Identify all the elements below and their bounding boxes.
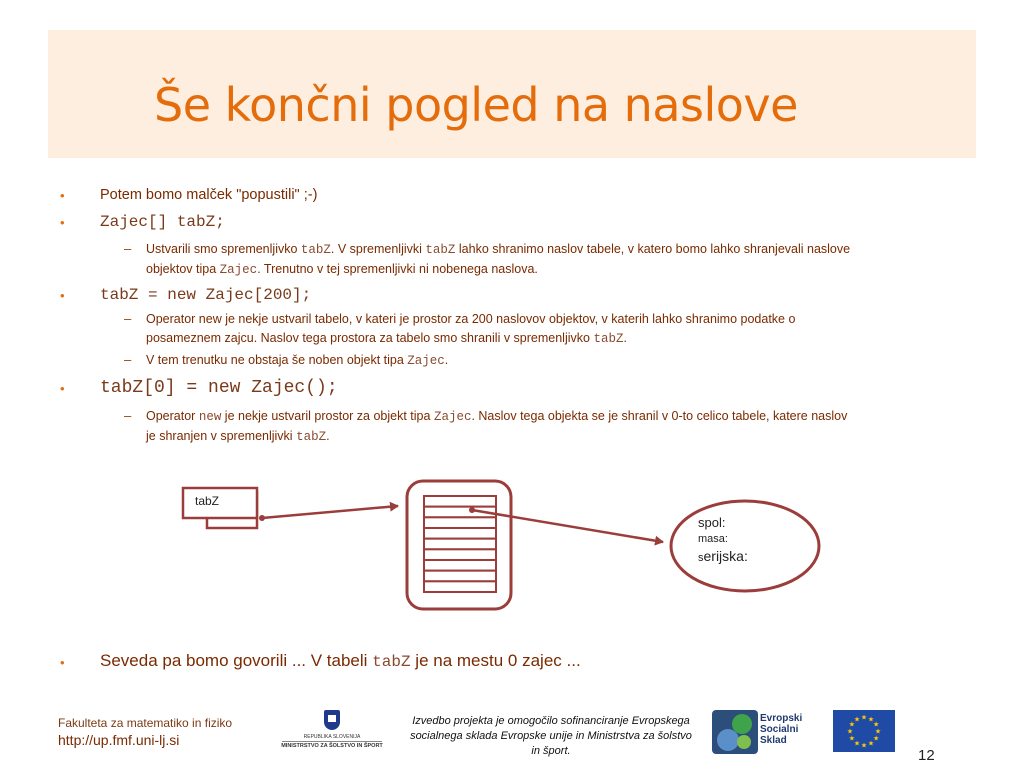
eu-star-icon: ★ <box>872 735 880 743</box>
ministry-rule <box>282 741 382 742</box>
eu-star-icon: ★ <box>853 716 861 724</box>
field-spol: spol: <box>698 515 726 530</box>
bullet-marker: • <box>60 381 65 396</box>
sub-text: . V spremenljivki <box>330 242 426 256</box>
eu-star-icon: ★ <box>860 714 868 722</box>
esf-text <box>760 713 802 746</box>
object-ellipse <box>671 501 819 591</box>
inline-code: tabZ <box>425 243 456 257</box>
esf-line3: Sklad <box>760 735 787 746</box>
field-serijska <box>698 548 748 566</box>
table-rows <box>424 496 496 592</box>
table-cell <box>424 560 496 571</box>
bullet-text: Potem bomo malček "popustili" ;-) <box>100 187 318 203</box>
bullet-code: tabZ[0] = new Zajec(); <box>100 378 338 398</box>
eu-star-icon: ★ <box>867 740 875 748</box>
table-cell <box>424 571 496 582</box>
inline-code: tabZ <box>372 653 411 671</box>
bullet-marker: • <box>60 188 65 203</box>
faculty-url[interactable]: http://up.fmf.uni-lj.si <box>58 732 180 748</box>
inline-code: Zajec <box>407 354 445 368</box>
sub-text: Operator <box>146 409 199 423</box>
field-masa: masa: <box>698 533 728 545</box>
table-cell <box>424 581 496 592</box>
field-serijska-s: s <box>698 552 704 564</box>
sub-text: lahko shranimo naslov tabele, v katero bomo lahko shranjevali naslove <box>455 242 851 256</box>
bullet-text-part: Seveda pa bomo govorili ... V tabeli <box>100 651 373 670</box>
eu-star-icon: ★ <box>846 728 854 736</box>
eu-star-icon: ★ <box>853 740 861 748</box>
faculty-name: Fakulteta za matematiko in fiziko <box>58 716 233 730</box>
eu-star-icon: ★ <box>872 721 880 729</box>
page-number: 12 <box>918 747 935 764</box>
bullet-marker: • <box>60 215 65 230</box>
eu-star-icon: ★ <box>848 721 856 729</box>
sub-text: V tem trenutku ne obstaja še noben objekt tipa <box>146 353 408 367</box>
sub-text: posameznem zajcu. Naslov tega prostora za tabelo smo shranili v spremenljivko <box>146 331 594 345</box>
sub-text: . <box>326 429 330 443</box>
eu-star-icon: ★ <box>860 742 868 750</box>
sub-text: . Naslov tega objekta se je shranil v 0-to celico tabele, katere naslov <box>471 409 848 423</box>
sub-text: Operator new je nekje ustvaril tabelo, v kateri je prostor za 200 naslovov objektov, v katerih lahko shranimo podatke o <box>146 312 796 326</box>
sub-text: . Trenutno v tej spremenljivki ni nobenega naslova. <box>257 262 538 276</box>
eu-stars <box>833 710 895 752</box>
dash-marker: – <box>124 352 132 367</box>
table-cell <box>424 528 496 539</box>
sub-text: . <box>444 353 449 367</box>
eu-star-icon: ★ <box>874 728 882 736</box>
funding-note: Izvedbo projekta je omogočilo sofinanciranje Evropskega socialnega sklada Evropske unije in Ministrstva za šolstvo in šport. <box>410 715 692 757</box>
sub-text: objektov tipa <box>146 262 220 276</box>
bullet-marker: • <box>60 288 65 303</box>
table-cell <box>424 549 496 560</box>
sub-text: je nekje ustvaril prostor za objekt tipa <box>221 409 434 423</box>
ministry-line1: REPUBLIKA SLOVENIJA <box>303 734 361 740</box>
table-cell <box>424 496 496 507</box>
sub-text: . <box>623 331 627 345</box>
ministry-logo <box>280 710 384 754</box>
bullet-marker: • <box>60 655 65 670</box>
eu-star-icon: ★ <box>848 735 856 743</box>
esf-logo <box>712 710 812 754</box>
pointer-arrow <box>262 506 398 518</box>
dash-marker: – <box>124 408 132 423</box>
table-cell <box>424 517 496 528</box>
dash-marker: – <box>124 311 132 326</box>
table-cell <box>424 539 496 550</box>
slide-title: Še končni pogled na naslove <box>154 78 798 132</box>
bullet-text-part: je na mestu 0 zajec ... <box>410 651 581 670</box>
esf-emblem-icon <box>712 710 758 754</box>
inline-code: Zajec <box>219 263 258 277</box>
bullet-code: tabZ = new Zajec[200]; <box>100 286 312 304</box>
eu-flag-icon <box>833 710 895 752</box>
inline-code: tabZ <box>296 430 327 444</box>
eu-star-icon: ★ <box>867 716 875 724</box>
inline-code: Zajec <box>433 410 472 424</box>
ministry-line2: MINISTRSTVO ZA ŠOLSTVO IN ŠPORT <box>281 743 383 749</box>
dash-marker: – <box>124 241 132 256</box>
esf-line2: Socialni <box>760 724 799 735</box>
bullet-text <box>100 651 581 671</box>
field-serijska-rest: erijska: <box>703 548 748 564</box>
bullet-code: Zajec[] tabZ; <box>100 213 225 231</box>
variable-label: tabZ <box>195 494 220 508</box>
inline-code: new <box>198 410 222 424</box>
sub-text: je shranjen v spremenljivki <box>146 429 297 443</box>
esf-line1: Evropski <box>760 713 803 724</box>
slovenia-crest-icon <box>324 710 340 730</box>
inline-code: tabZ <box>593 332 624 346</box>
sub-text: Ustvarili smo spremenljivko <box>146 242 301 256</box>
inline-code: tabZ <box>300 243 331 257</box>
